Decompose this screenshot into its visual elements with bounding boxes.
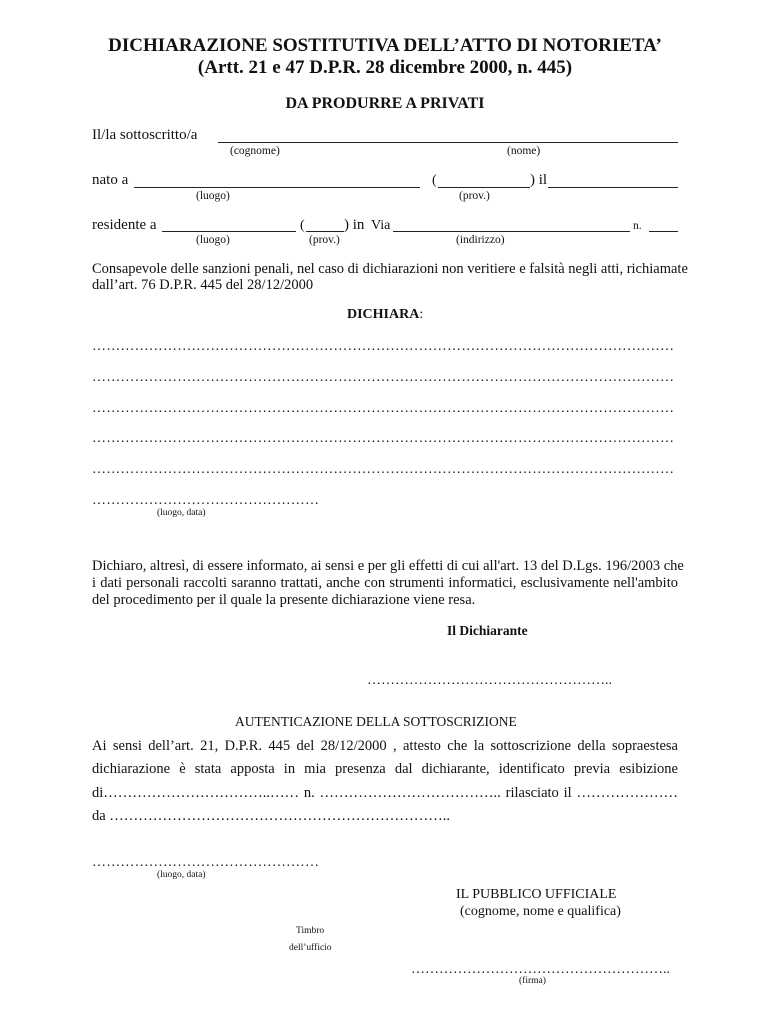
authentication-line-1: Ai sensi dell’art. 21, D.P.R. 445 del 28/12/2000 , attesto che la sottoscrizione della sopraestesa (92, 738, 678, 754)
stamp-label-line-2: dell’ufficio (289, 943, 332, 953)
born-label: nato a (92, 172, 129, 188)
birthdate-field[interactable] (548, 187, 678, 188)
awareness-line-1: Consapevole delle sanzioni penali, nel caso di dichiarazioni non veritiere e falsità negli atti, richiamate (92, 261, 688, 277)
birth-prov-paren: ( (432, 173, 437, 188)
birthplace-caption: (luogo) (196, 190, 230, 202)
privacy-line-1: Dichiaro, altresì, di essere informato, ai sensi e per gli effetti di cui all'art. 13 del D.Lgs. 196/2003 che (92, 558, 684, 574)
place-date-field[interactable]: ………………………………………… (92, 493, 320, 508)
resident-label: residente a (92, 217, 157, 233)
declaration-line-1[interactable]: …………………………………………………………………………………………………………… (92, 339, 675, 354)
declaration-line-4[interactable]: …………………………………………………………………………………………………………… (92, 431, 675, 446)
official-signature-caption: (firma) (519, 976, 546, 986)
official-subtitle: (cognome, nome e qualifica) (460, 904, 621, 919)
name-caption: (nome) (507, 145, 541, 157)
address-caption: (indirizzo) (456, 234, 505, 246)
street-number-label: n. (633, 220, 642, 232)
via-label: Via (371, 218, 391, 233)
authentication-line-4[interactable]: da …………………………………………………………….. (92, 808, 451, 824)
residence-place-field[interactable] (162, 231, 296, 232)
authentication-line-3[interactable]: di……………………………..…… n. ……………………………….. rilasciato il ………………… (92, 785, 678, 801)
authentication-place-date-field[interactable]: ………………………………………… (92, 855, 320, 870)
birthplace-field[interactable] (134, 187, 420, 188)
declares-heading (347, 307, 423, 323)
declarant-label: Il Dichiarante (447, 623, 528, 638)
residence-in-label: ) in (344, 217, 365, 233)
birthdate-label: ) il (530, 172, 548, 188)
residence-prov-caption: (prov.) (309, 234, 340, 246)
authentication-line-2: dichiarazione è stata apposta in mia presenza dal dichiarante, identificato previa esibizione (92, 761, 678, 777)
street-number-field[interactable] (649, 231, 678, 232)
official-signature-field[interactable]: ……………………………………………….. (411, 962, 670, 977)
residence-prov-field[interactable] (306, 231, 344, 232)
declares-colon: : (419, 307, 424, 322)
stamp-label-line-1: Timbro (296, 926, 325, 936)
declares-label: DICHIARA (347, 307, 420, 322)
authentication-place-date-caption: (luogo, data) (157, 870, 206, 880)
surname-name-field[interactable] (218, 142, 678, 143)
document-subtitle: DA PRODURRE A PRIVATI (285, 95, 485, 112)
privacy-line-3: del procedimento per il quale la presente dichiarazione viene resa. (92, 592, 476, 608)
surname-caption: (cognome) (230, 145, 280, 157)
document-title: DICHIARAZIONE SOSTITUTIVA DELL’ATTO DI NOTORIETA’ (108, 35, 662, 56)
declaration-line-3[interactable]: …………………………………………………………………………………………………………… (92, 401, 675, 416)
declarant-signature-field[interactable]: …………………………………………….. (367, 673, 612, 688)
document-legal-reference: (Artt. 21 e 47 D.P.R. 28 dicembre 2000, n. 445) (197, 57, 573, 78)
place-date-caption: (luogo, data) (157, 508, 206, 518)
undersigned-label: Il/la sottoscritto/a (92, 127, 198, 143)
birth-prov-field[interactable] (438, 187, 530, 188)
birth-prov-caption: (prov.) (459, 190, 490, 202)
residence-place-caption: (luogo) (196, 234, 230, 246)
declaration-line-2[interactable]: …………………………………………………………………………………………………………… (92, 370, 675, 385)
official-title: IL PUBBLICO UFFICIALE (456, 887, 617, 902)
address-field[interactable] (393, 231, 630, 232)
declaration-line-5[interactable]: …………………………………………………………………………………………………………… (92, 462, 675, 477)
residence-prov-paren: ( (300, 218, 305, 233)
awareness-line-2: dall’art. 76 D.P.R. 445 del 28/12/2000 (92, 277, 314, 293)
authentication-title: AUTENTICAZIONE DELLA SOTTOSCRIZIONE (235, 714, 517, 729)
privacy-line-2: i dati personali raccolti saranno trattati, anche con strumenti informatici, esclusivamente nell'ambito (92, 575, 678, 591)
